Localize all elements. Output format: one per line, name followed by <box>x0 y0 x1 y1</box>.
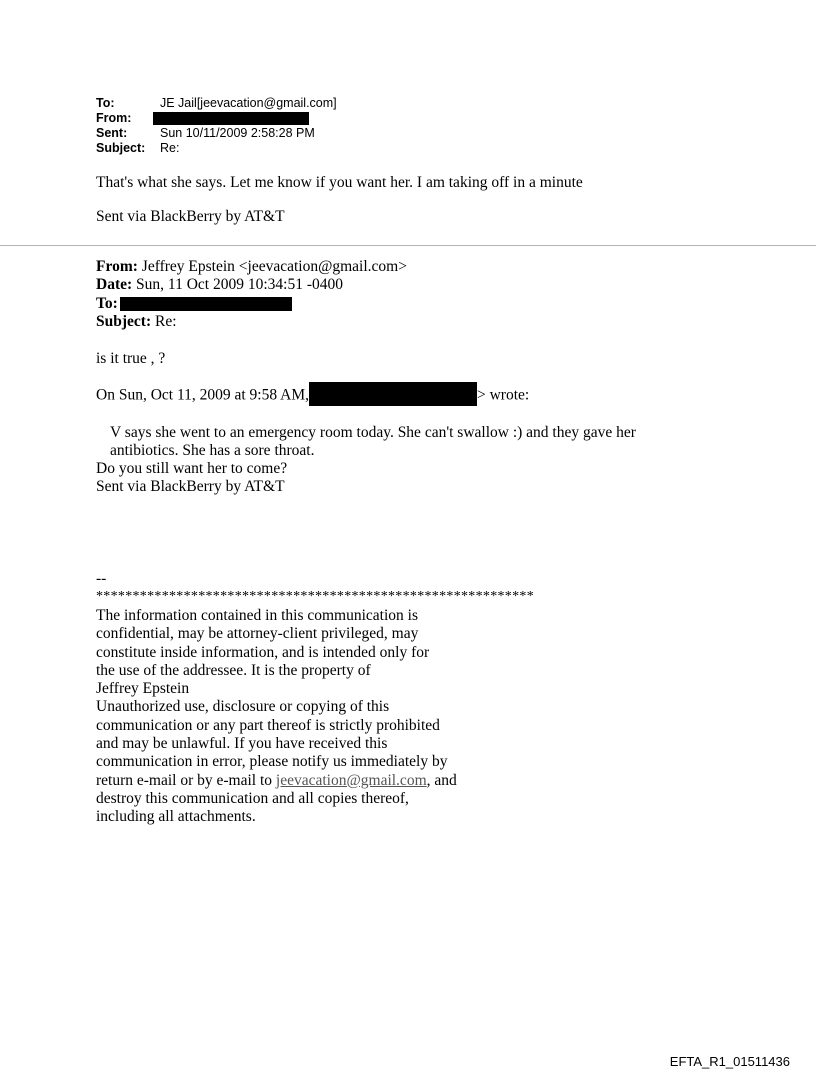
disclaimer-line: communication in error, please notify us immediately by <box>96 753 448 771</box>
header-subject-row <box>96 141 337 156</box>
quoted-line: V says she went to an emergency room today. She can't swallow :) and they gave her <box>110 424 636 441</box>
asterisk-line: ************************************************************ <box>96 589 534 604</box>
return-prefix: return e-mail or by e-mail to <box>96 771 276 789</box>
sent-value: Sun 10/11/2009 2:58:28 PM <box>160 126 315 140</box>
redaction-bar <box>153 112 309 125</box>
quoted-signature: Sent via BlackBerry by AT&T <box>96 478 285 495</box>
on-wrote-suffix: > wrote: <box>476 386 530 404</box>
disclaimer-line: Jeffrey Epstein <box>96 680 190 698</box>
disclaimer-line: Unauthorized use, disclosure or copying of this <box>96 698 390 716</box>
fwd-subject-label: Subject: <box>96 312 152 330</box>
disclaimer-line: constitute inside information, and is intended only for <box>96 643 430 661</box>
disclaimer-return-line <box>96 772 457 790</box>
quoted-line: Do you still want her to come? <box>96 460 288 477</box>
on-wrote-line <box>96 386 529 406</box>
quoted-message <box>110 424 636 460</box>
fwd-from-label: From: <box>96 258 138 275</box>
subject-label: Subject: <box>96 141 146 155</box>
disclaimer-line: and may be unlawful. If you have received this <box>96 735 388 753</box>
disclaimer-line: destroy this communication and all copies thereof, <box>96 789 409 807</box>
disclaimer-line: communication or any part thereof is strictly prohibited <box>96 716 440 734</box>
fwd-subject-row <box>96 313 407 331</box>
sent-label: Sent: <box>96 126 128 140</box>
fwd-subject-value: Re: <box>151 312 177 330</box>
redaction-bar <box>120 297 292 311</box>
confidentiality-disclaimer <box>96 607 457 827</box>
to-label: To: <box>96 96 115 110</box>
quoted-line: antibiotics. She has a sore throat. <box>110 442 315 459</box>
from-label: From: <box>96 111 132 125</box>
header-sent-row <box>96 126 337 141</box>
email-header <box>96 96 337 156</box>
disclaimer-line: confidential, may be attorney-client privileged, may <box>96 625 419 643</box>
section-divider <box>0 245 816 246</box>
fwd-date-row <box>96 276 407 294</box>
fwd-from-row <box>96 258 407 276</box>
message-signature: Sent via BlackBerry by AT&T <box>96 208 285 225</box>
fwd-body: is it true , ? <box>96 350 166 367</box>
header-to-row <box>96 96 337 111</box>
fwd-to-label: To: <box>96 294 118 312</box>
disclaimer-line: the use of the addressee. It is the property of <box>96 661 371 679</box>
redaction-bar <box>309 382 477 406</box>
on-wrote-prefix: On Sun, Oct 11, 2009 at 9:58 AM, <box>96 386 309 404</box>
disclaimer-line: The information contained in this communication is <box>96 607 418 624</box>
to-value: JE Jail[jeevacation@gmail.com] <box>160 96 337 110</box>
subject-value: Re: <box>160 141 180 155</box>
fwd-date-value: Sun, 11 Oct 2009 10:34:51 -0400 <box>132 276 343 294</box>
forwarded-header <box>96 258 407 331</box>
fwd-to-row <box>96 295 407 313</box>
fwd-from-value: Jeffrey Epstein <jeevacation@gmail.com> <box>137 258 407 275</box>
header-from-row <box>96 111 337 126</box>
document-id: EFTA_R1_01511436 <box>669 1054 790 1069</box>
signature-dashes: -- <box>96 570 107 587</box>
email-link[interactable]: jeevacation@gmail.com <box>275 771 427 789</box>
return-suffix: , and <box>426 771 457 789</box>
disclaimer-line: including all attachments. <box>96 808 256 826</box>
message-body: That's what she says. Let me know if you want her. I am taking off in a minute <box>96 174 583 191</box>
fwd-date-label: Date: <box>96 276 133 294</box>
